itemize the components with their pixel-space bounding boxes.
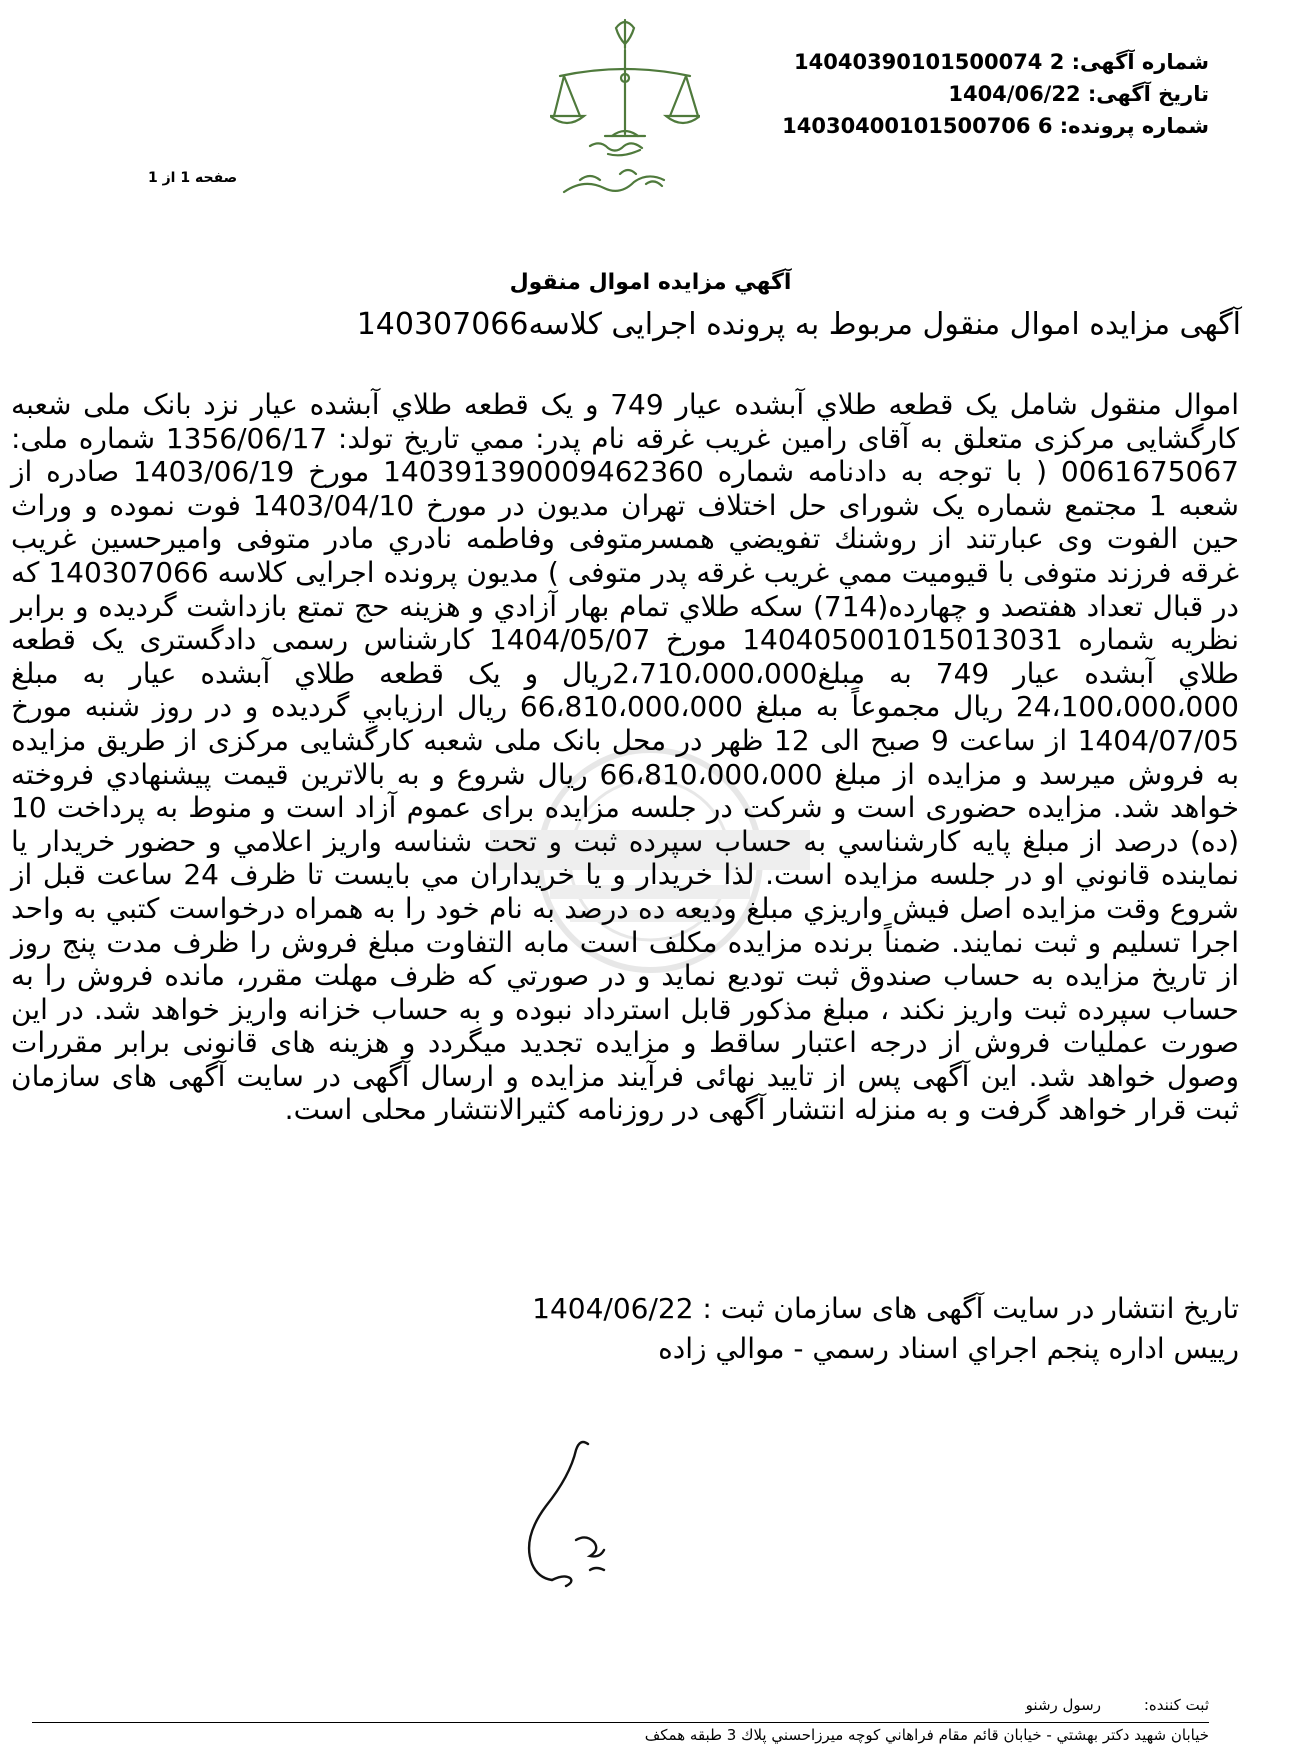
signature bbox=[480, 1420, 650, 1600]
file-number: 14030400101500706 6 bbox=[782, 114, 1053, 138]
signer-line: رييس اداره پنجم اجراي اسناد رسمي - موالي زاده bbox=[658, 1332, 1239, 1365]
ad-date-line bbox=[948, 82, 1209, 106]
ad-number-label: شماره آگهی: bbox=[1071, 50, 1209, 74]
ad-date-label: تاریخ آگهی: bbox=[1087, 82, 1209, 106]
file-number-label: شماره پرونده: bbox=[1059, 114, 1209, 138]
ad-number: 14040390101500074 2 bbox=[794, 50, 1065, 74]
footer-divider bbox=[32, 1722, 1209, 1723]
ad-date: 1404/06/22 bbox=[948, 82, 1081, 106]
ad-number-line bbox=[794, 50, 1209, 74]
file-number-line bbox=[782, 114, 1209, 138]
footer-address: خيابان شهيد دكتر بهشتي - خيابان قائم مقام فراهاني كوچه ميرزاحسني پلاك 3 طبقه همكف bbox=[644, 1726, 1209, 1744]
page-indicator: صفحه 1 از 1 bbox=[148, 170, 238, 186]
scales-of-justice-icon bbox=[550, 14, 700, 214]
notice-title: آگهي مزايده اموال منقول bbox=[509, 270, 792, 295]
registrar-label: ثبت کننده: bbox=[1143, 1696, 1209, 1714]
notice-subtitle: آگهی مزایده اموال منقول مربوط به پرونده اجرایی کلاسه140307066 bbox=[356, 307, 1241, 342]
registrar-name: رسول رشنو bbox=[1025, 1696, 1101, 1714]
notice-body: اموال منقول شامل یک قطعه طلاي آبشده عيار 749 و یک قطعه طلاي آبشده عيار نزد بانک ملی شعبه کارگشایی مرکزی متعلق به آقای رامين غريب غرقه نام پدر: ممي تاریخ تولد: 1356/06/17 شماره ملی: 0061675067 ( با توجه به دادنامه شماره 140391390009462360 مورخ 1403/06/19 صادره از شعبه 1 مجتمع شماره یک شورای حل اختلاف تهران مدیون در مورخ 1403/04/10 فوت نموده و وراث حين الفوت وی عبارتند از روشنك تفويضي همسرمتوفی وفاطمه نادري مادر متوفی واميرحسين غريب غرقه فرزند متوفی با قیومیت ممي غريب غرقه پدر متوفی ) مدیون پرونده اجرایی کلاسه 140307066 که در قبال تعداد هفتصد و چهارده(714) سكه طلاي تمام بهار آزادي و هزينه حج تمتع بازداشت گردیده و برابر نظریه شماره 140405001015013031 مورخ 1404/05/07 کارشناس رسمی دادگستری یک قطعه طلاي آبشده عيار 749 به مبلغ2،710،000،000ريال و یک قطعه طلاي آبشده عيار به مبلغ 24،100،000،000 ريال مجموعاً به مبلغ 66،810،000،000 ريال ارزيابي گرديده و در روز شنبه مورخ 1404/07/05 از ساعت 9 صبح الی 12 ظهر در محل بانک ملی شعبه کارگشایی مرکزی از طریق مزایده به فروش ميرسد و مزایده از مبلغ 66،810،000،000 ريال شروع و به بالاترين قيمت پيشنهادي فروخته خواهد شد. مزايده حضوری است و شرکت در جلسه مزايده برای عموم آزاد است و منوط به پرداخت 10 (ده) درصد از مبلغ پايه كارشناسي به حساب سپرده ثبت و تحت شناسه واريز اعلامي و حضور خريدار يا نماينده قانوني او در جلسه مزايده است. لذا خريدار و يا خريداران مي بايست تا ظرف 24 ساعت قبل از شروع وقت مزايده اصل فيش واريزي مبلغ وديعه ده درصد به نام خود را به همراه درخواست كتبي به واحد اجرا تسليم و ثبت نمايند. ضمناً برنده مزایده مکلف است مابه التفاوت مبلغ فروش را ظرف مدت پنج روز از تاريخ مزايده به حساب صندوق ثبت توديع نمايد و در صورتي كه ظرف مهلت مقرر، مانده فروش را به حساب سپرده ثبت واريز نكند ، مبلغ مذکور قابل استرداد نبوده و به حساب خزانه واريز خواهد شد. در این صورت عملیات فروش از درجه اعتبار ساقط و مزایده تجدید میگردد و هزینه های قانونی برابر مقررات وصول خواهد شد. این آگهی پس از تایید نهائی فرآیند مزایده و ارسال آگهی در سایت آگهی های سازمان ثبت قرار خواهد گرفت و به منزله انتشار آگهی در روزنامه کثیرالانتشار محلی است. bbox=[11, 388, 1240, 1127]
publication-line: تاریخ انتشار در سایت آگهی های سازمان ثبت : 1404/06/22 bbox=[532, 1292, 1239, 1325]
